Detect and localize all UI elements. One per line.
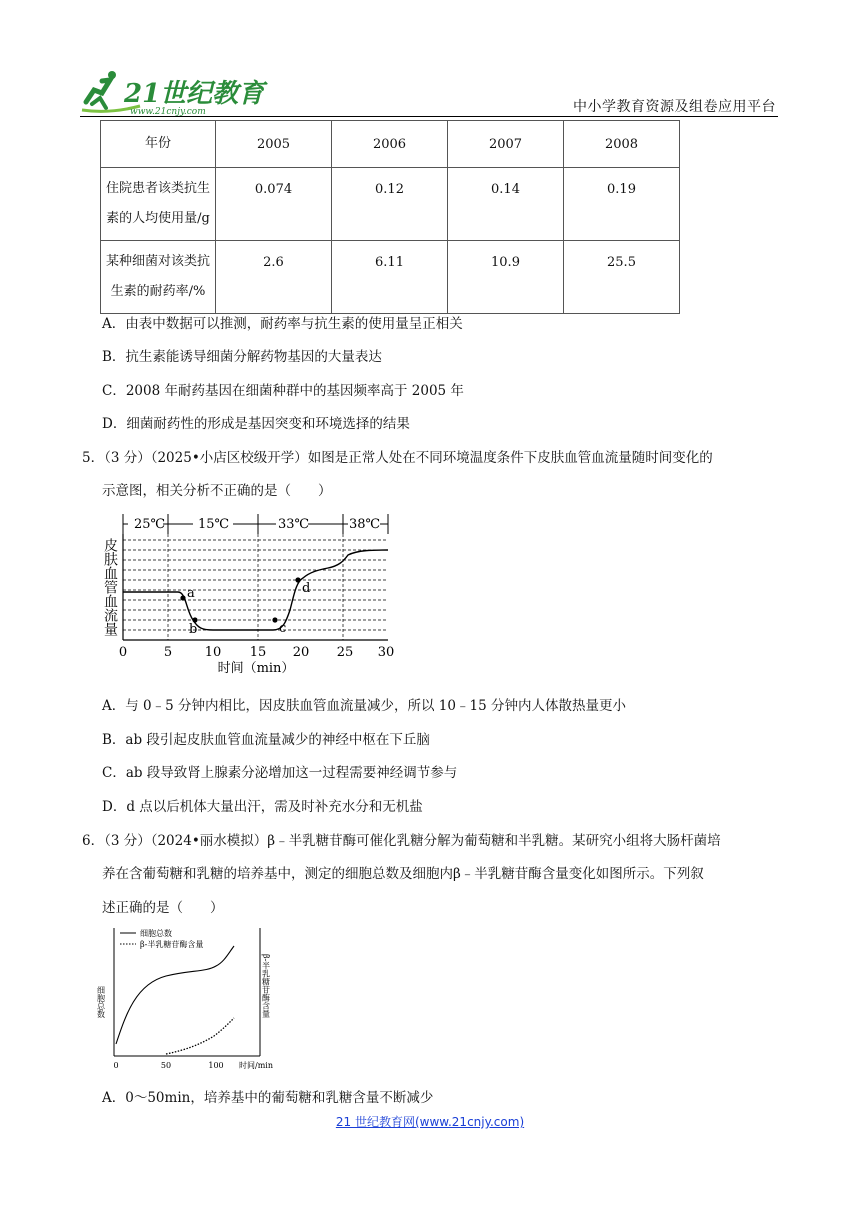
table-cell: 0.19 bbox=[564, 168, 680, 241]
option-c: C．ab 段导致肾上腺素分泌增加这一过程需要神经调节参与 bbox=[102, 765, 458, 781]
option-b: B．ab 段引起皮肤血管血流量减少的神经中枢在下丘脑 bbox=[102, 732, 430, 748]
y-axis-label-right: β-半乳糖苷酶含量 bbox=[261, 954, 271, 1018]
point-label: c bbox=[279, 621, 287, 636]
table-cell: 25.5 bbox=[564, 241, 680, 314]
tick-label: 5 bbox=[163, 645, 173, 660]
platform-name: 中小学教育资源及组卷应用平台 bbox=[573, 99, 776, 115]
option-a: A．与 0﹣5 分钟内相比，因皮肤血管血流量减少，所以 10﹣15 分钟内人体散热量更小 bbox=[102, 698, 626, 714]
question-5-stem: 5．（3 分）（2025•小店区校级开学）如图是正常人处在不同环境温度条件下皮肤血管血流量随时间变化的 bbox=[82, 450, 713, 466]
option-a: A．0～50min，培养基中的葡萄糖和乳糖含量不断减少 bbox=[102, 1090, 434, 1106]
option-b: B．抗生素能诱导细菌分解药物基因的大量表达 bbox=[102, 349, 382, 365]
table-cell: 2005 bbox=[216, 121, 332, 168]
legend-item: 细胞总数 bbox=[140, 929, 172, 938]
y-axis-label: 皮肤血管血流量 bbox=[102, 538, 118, 636]
tick-label: 100 bbox=[208, 1061, 224, 1070]
table-cell: 0.074 bbox=[216, 168, 332, 241]
option-a: A．由表中数据可以推测，耐药率与抗生素的使用量呈正相关 bbox=[102, 316, 463, 332]
table-cell: 2.6 bbox=[216, 241, 332, 314]
table-cell: 10.9 bbox=[448, 241, 564, 314]
x-axis-label: 时间（min） bbox=[217, 661, 295, 676]
table-cell: 年份 bbox=[101, 121, 216, 168]
row-label-line: 生素的耐药率/% bbox=[110, 284, 206, 299]
question-6-stem: 6．（3 分）（2024•丽水模拟）β﹣半乳糖苷酶可催化乳糖分解为葡萄糖和半乳糖。某研究小组将大肠杆菌培 bbox=[82, 833, 721, 849]
x-axis-label: 时间/min bbox=[239, 1061, 273, 1070]
tick-label: 10 bbox=[204, 645, 222, 660]
row-label-line: 某种细菌对该类抗 bbox=[105, 254, 210, 269]
table-cell bbox=[101, 241, 216, 314]
table-cell: 0.12 bbox=[332, 168, 448, 241]
tick-label: 0 bbox=[118, 645, 128, 660]
tick-label: 50 bbox=[160, 1061, 172, 1070]
option-d: D．d 点以后机体大量出汗，需及时补充水分和无机盐 bbox=[102, 799, 423, 815]
temp-label: 38℃ bbox=[349, 517, 381, 532]
tick-label: 15 bbox=[249, 645, 267, 660]
option-d: D．细菌耐药性的形成是基因突变和环境选择的结果 bbox=[102, 416, 410, 432]
table-cell bbox=[101, 168, 216, 241]
option-c: C．2008 年耐药基因在细菌种群中的基因频率高于 2005 年 bbox=[102, 383, 464, 399]
site-logo bbox=[80, 68, 265, 118]
tick-label: 20 bbox=[292, 645, 310, 660]
cell-enzyme-chart bbox=[96, 924, 286, 1074]
table-cell: 2006 bbox=[332, 121, 448, 168]
antibiotic-table bbox=[100, 120, 680, 314]
question-6-stem-cont: 述正确的是（ ） bbox=[102, 900, 224, 916]
logo-subtext: www.21cnjy.com bbox=[130, 107, 206, 117]
footer-link[interactable]: 21 世纪教育网(www.21cnjy.com) bbox=[335, 1115, 525, 1129]
header-divider bbox=[80, 116, 778, 117]
question-5-stem-cont: 示意图，相关分析不正确的是（ ） bbox=[102, 483, 332, 499]
point-label: b bbox=[189, 622, 198, 637]
temp-label: 15℃ bbox=[198, 517, 230, 532]
table-row bbox=[101, 168, 680, 241]
tick-label: 30 bbox=[377, 645, 395, 660]
table-cell: 2007 bbox=[448, 121, 564, 168]
table-cell: 2008 bbox=[564, 121, 680, 168]
tick-label: 25 bbox=[336, 645, 354, 660]
tick-label: 0 bbox=[113, 1061, 119, 1070]
y-axis-label-left: 细胞总数 bbox=[96, 986, 106, 1018]
row-label-line: 住院患者该类抗生 bbox=[105, 181, 210, 196]
table-row bbox=[101, 121, 680, 168]
table-cell: 6.11 bbox=[332, 241, 448, 314]
row-label-line: 素的人均使用量/g bbox=[106, 211, 210, 226]
logo-text: 21世纪教育 bbox=[124, 79, 265, 109]
table-cell: 0.14 bbox=[448, 168, 564, 241]
point-label: d bbox=[302, 581, 311, 596]
question-6-stem-cont: 养在含葡萄糖和乳糖的培养基中，测定的细胞总数及细胞内β﹣半乳糖苷酶含量变化如图所示。下列叙 bbox=[102, 866, 704, 882]
table-row bbox=[101, 241, 680, 314]
legend-item: β-半乳糖苷酶含量 bbox=[140, 940, 204, 949]
temp-label: 25℃ bbox=[134, 517, 166, 532]
point-label: a bbox=[187, 586, 195, 601]
temp-label: 33℃ bbox=[278, 517, 310, 532]
blood-flow-chart bbox=[98, 510, 394, 676]
